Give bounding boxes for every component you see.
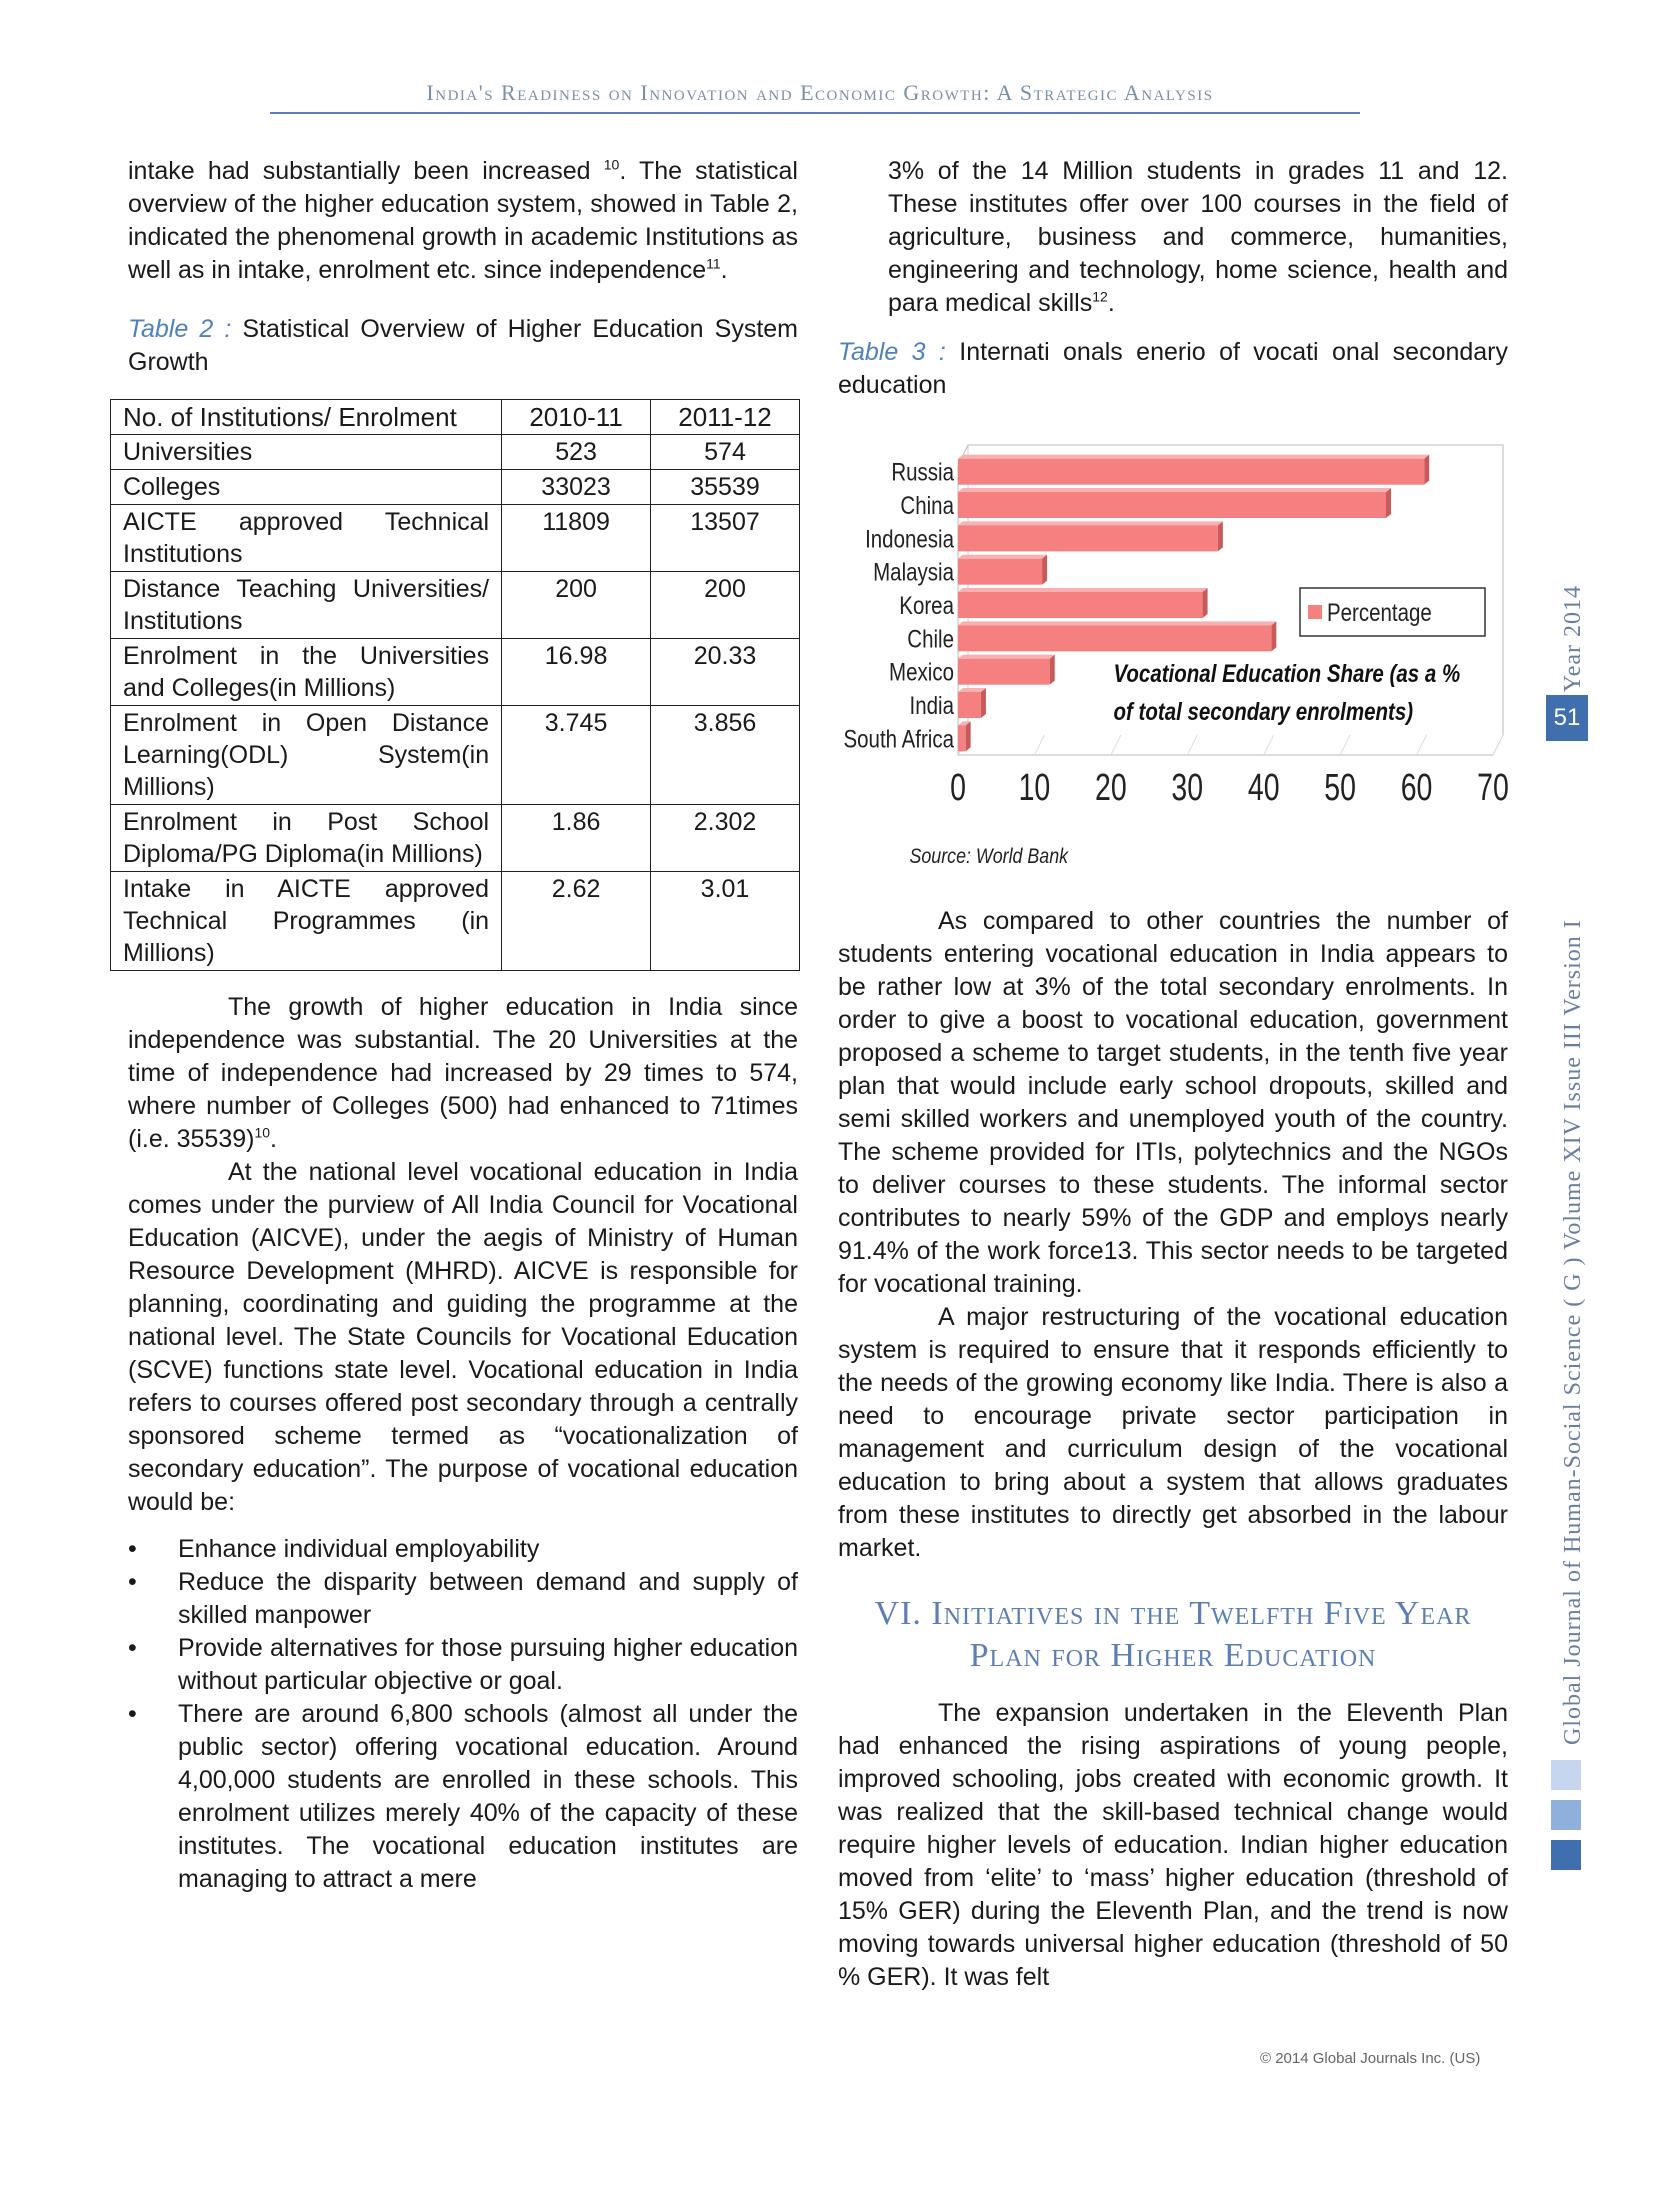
left-para-3: At the national level vocational education in India comes under the purview of All India Council for Vocational Education (AICVE), under the aegis of Ministry of Human Resource Development (MHRD). AICVE is responsible for planning, coordinating and guiding the programme at the national level. The State Councils for Vocational Education (SCVE) functions state level. Vocational education in India refers to courses offered post secondary through a centrally sponsored scheme termed as “vocationalization of secondary education”. The purpose of vocational education would be:: [128, 1158, 798, 1516]
bar-indonesia: [958, 525, 1218, 551]
x-tick-label: 0: [950, 767, 966, 810]
table-cell: 3.856: [651, 706, 800, 805]
table-row: [111, 505, 800, 572]
table-row: [111, 470, 800, 505]
table-cell: Colleges: [111, 470, 502, 505]
table-cell: 574: [651, 435, 800, 470]
journal-year: Year 2014: [1560, 585, 1586, 693]
table-cell: 200: [651, 572, 800, 639]
footnote-ref: 10: [254, 1124, 271, 1141]
table-header-cell: 2011-12: [651, 400, 800, 435]
caption-label: Table 2 :: [128, 315, 232, 343]
table-cell: 200: [502, 572, 651, 639]
table-cell: Intake in AICTE approved Technical Programmes (in Millions): [111, 872, 502, 971]
x-tick-label: 70: [1477, 767, 1509, 810]
right-column-top: [838, 155, 1508, 402]
category-label: Chile: [907, 624, 954, 653]
table-row: [111, 435, 800, 470]
right-para-1: [838, 155, 1508, 320]
bar-side: [1218, 521, 1223, 551]
section-heading-vi: [838, 1593, 1508, 1677]
table-2-caption: [128, 313, 798, 379]
bar-top: [958, 555, 1047, 559]
bar-south-africa: [958, 725, 966, 751]
bar-side: [1271, 621, 1276, 651]
section-heading-line-2: Plan for Higher Education: [969, 1637, 1377, 1674]
table-cell: 16.98: [502, 639, 651, 706]
bar-malaysia: [958, 559, 1042, 585]
bar-russia: [958, 459, 1424, 485]
journal-sidebar: [1560, 585, 1587, 1745]
table-row: [111, 639, 800, 706]
left-para-2: [128, 991, 798, 1156]
left-para-1: [128, 155, 798, 287]
table-cell: 1.86: [502, 805, 651, 872]
running-header: India's Readiness on Innovation and Economic Growth: A Strategic Analysis: [426, 80, 1214, 105]
category-label: Malaysia: [873, 557, 954, 587]
category-label: Korea: [899, 591, 954, 620]
bullet-icon: •: [128, 1535, 137, 1563]
bar-top: [958, 521, 1223, 525]
table-cell: 2.302: [651, 805, 800, 872]
right-para-3: A major restructuring of the vocational education system is required to ensure that it responds efficiently to the needs of the growing economy like India. There is also a need to encourage private sector participation in management and curriculum design of the vocational education to bring about a system that allows graduates from these institutes to directly get absorbed in the labour market.: [838, 1303, 1508, 1562]
bar-side: [966, 721, 971, 751]
table-cell: 11809: [502, 505, 651, 572]
category-label: Russia: [891, 457, 954, 487]
table-row: [111, 872, 800, 971]
table-header-cell: 2010-11: [502, 400, 651, 435]
bar-korea: [958, 592, 1203, 618]
table-row: [111, 572, 800, 639]
x-tick-label: 10: [1018, 767, 1051, 810]
bullet-text: Enhance individual employability: [178, 1535, 540, 1563]
table-cell: AICTE approved Technical Institutions: [111, 505, 502, 572]
copyright-footer: © 2014 Global Journals Inc. (US): [1260, 2050, 1481, 2067]
left-column: [123, 155, 798, 1896]
bar-mexico: [958, 659, 1050, 685]
bar-chile: [958, 625, 1271, 651]
table-cell: 13507: [651, 505, 800, 572]
category-label: South Africa: [843, 724, 954, 753]
bar-side: [1386, 488, 1391, 518]
bullet-item: [128, 1698, 798, 1896]
bullet-text: There are around 6,800 schools (almost all under the public sector) offering vocational education. Around 4,00,000 students are enrolled in these schools. This enrolment utilizes merely 40% of the capacity of these institutes. The vocational education institutes are managing to attract a mere: [178, 1700, 798, 1893]
bar-top: [958, 655, 1055, 659]
text-run: .: [720, 256, 728, 284]
table-cell: Enrolment in Open Distance Learning(ODL) System(in Millions): [111, 706, 502, 805]
caption-text: Internati onals enerio of vocati onal secondary education: [838, 338, 1509, 399]
table-row: [111, 706, 800, 805]
x-tick-label: 50: [1324, 767, 1356, 810]
category-label: India: [909, 691, 954, 720]
text-run: .: [1107, 289, 1115, 317]
caption-text: Statistical Overview of Higher Education System Growth: [128, 315, 798, 376]
bullet-item: [128, 1632, 798, 1698]
bullet-icon: •: [128, 1568, 137, 1596]
category-label: Indonesia: [865, 524, 954, 553]
bar-side: [1042, 555, 1047, 585]
section-heading-line-1: VI. Initiatives in the Twelfth Five Year: [874, 1595, 1472, 1632]
table-cell: 35539: [651, 470, 800, 505]
decor-square-dark: [1551, 1840, 1581, 1870]
page-number: 51: [1546, 695, 1588, 741]
bar-side: [981, 688, 986, 718]
bullet-text: Provide alternatives for those pursuing higher education without particular objective or goal.: [178, 1634, 798, 1695]
table-cell: 3.745: [502, 706, 651, 805]
chart-annotation-line-1: Vocational Education Share (as a %: [1113, 659, 1461, 688]
legend-swatch: [1308, 605, 1322, 619]
bar-side: [1050, 655, 1055, 685]
table-cell: Enrolment in Post School Diploma/PG Diploma(in Millions): [111, 805, 502, 872]
table-header-cell: No. of Institutions/ Enrolment: [111, 400, 502, 435]
x-tick-label: 60: [1400, 767, 1433, 810]
bar-side: [1424, 455, 1429, 485]
bullet-item: [128, 1533, 798, 1566]
right-para-2: As compared to other countries the number of students entering vocational education in India appears to be rather low at 3% of the total secondary enrolments. In order to give a boost to vocational education, government proposed a scheme to target students, in the tenth five year plan that would include early school dropouts, skilled and semi skilled workers and unemployed youth of the country. The scheme provided for ITIs, polytechnics and the NGOs to deliver courses to these students. The informal sector contributes to nearly 59% of the GDP and employs nearly 91.4% of the work force13. This sector needs to be targeted for vocational training.: [838, 907, 1508, 1298]
table-3-caption: [838, 336, 1508, 402]
category-label: Mexico: [889, 657, 954, 687]
x-tick-label: 20: [1095, 767, 1127, 810]
journal-name: Global Journal of Human-Social Science ( G ) Volume XIV Issue III Version I: [1560, 919, 1586, 1745]
table-cell: Distance Teaching Universities/ Institutions: [111, 572, 502, 639]
caption-label: Table 3 :: [838, 338, 946, 366]
bar-china: [958, 492, 1386, 518]
bullet-item: [128, 1566, 798, 1632]
table-cell: Enrolment in the Universities and Colleges(in Millions): [111, 639, 502, 706]
bar-india: [958, 692, 981, 718]
footnote-ref: 11: [706, 255, 721, 272]
bar-top: [958, 621, 1276, 625]
text-run: .: [270, 1125, 277, 1153]
category-label: China: [900, 491, 954, 520]
text-run: . The statistical overview of the higher education system, showed in Table 2, indicated the phenomenal growth in academic Institutions as well as in intake, enrolment etc. since independence: [128, 157, 798, 284]
table-header-row: [111, 400, 800, 435]
header-rule: [270, 112, 1360, 114]
x-tick-label: 40: [1247, 767, 1280, 810]
chart-annotation-line-2: of total secondary enrolments): [1113, 697, 1414, 726]
statistics-table: [110, 399, 800, 971]
footnote-ref: 10: [603, 156, 620, 173]
bullet-icon: •: [128, 1634, 137, 1662]
legend-label: Percentage: [1326, 598, 1432, 627]
decor-square-medium: [1551, 1800, 1581, 1830]
x-tick-label: 30: [1171, 767, 1204, 810]
text-run: 3% of the 14 Million students in grades 11 and 12. These institutes offer over 100 courses in the field of agriculture, business and commerce, humanities, engineering and technology, home science, health and para medical skills: [888, 157, 1508, 317]
table-cell: 2.62: [502, 872, 651, 971]
text-run: intake had substantially been increased: [128, 157, 604, 185]
right-column-bottom: [838, 905, 1508, 1994]
footnote-ref: 12: [1092, 288, 1108, 305]
table-cell: 20.33: [651, 639, 800, 706]
bullet-icon: •: [128, 1700, 137, 1728]
vocational-share-chart: [838, 425, 1528, 885]
bullet-text: Reduce the disparity between demand and supply of skilled manpower: [178, 1568, 798, 1629]
table-cell: 523: [502, 435, 651, 470]
decor-square-light: [1551, 1760, 1581, 1790]
table-row: [111, 805, 800, 872]
table-cell: 33023: [502, 470, 651, 505]
bar-top: [958, 588, 1208, 592]
chart-source: Source: World Bank: [909, 844, 1069, 869]
table-cell: 3.01: [651, 872, 800, 971]
table-cell: Universities: [111, 435, 502, 470]
text-run: The growth of higher education in India since independence was substantial. The 20 Universities at the time of independence had increased by 29 times to 574, where number of Colleges (500) had enhanced to 71times (i.e. 35539): [128, 993, 798, 1153]
bar-top: [958, 488, 1391, 492]
bar-top: [958, 455, 1429, 459]
purpose-list: [128, 1533, 798, 1896]
bar-side: [1203, 588, 1208, 618]
right-para-4: The expansion undertaken in the Eleventh Plan had enhanced the rising aspirations of young people, improved schooling, jobs created with economic growth. It was realized that the skill-based technical change would require higher levels of education. Indian higher education moved from ‘elite’ to ‘mass’ higher education (threshold of 15% GER) during the Eleventh Plan, and the trend is now moving towards universal higher education (threshold of 50 % GER). It was felt: [838, 1699, 1508, 1991]
bar-chart-svg: [838, 425, 1528, 885]
